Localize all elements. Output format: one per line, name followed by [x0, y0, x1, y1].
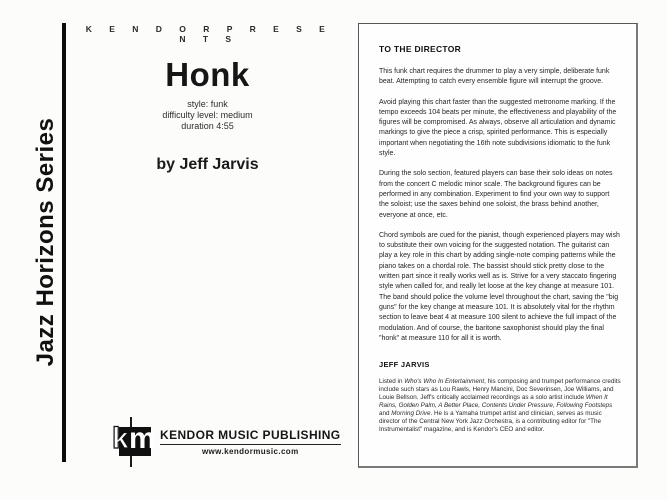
series-title-vertical: Jazz Horizons Series — [32, 117, 59, 367]
credit-style: style: funk — [187, 99, 228, 109]
composer-bio: Listed in Who's Who In Entertainment, his composing and trumpet performance credits include such stars as Lou Rawls, Henry Mancini, Doc Severinsen, Joe Williams, and Louie Bellson. Jeff's critically acclaimed recordings as a solo artist include When It Rains, Golden Palm, A Better Place, Contents Under Pressure, Following Footsteps and Morning Drive. He is a Yamaha trumpet artist and clinician, serves as music director of the Central New York Jazz Orchestra, is a contributing editor for "The Instrumentalist" magazine, and is Kendor's CEO and editor. — [379, 378, 621, 433]
director-paragraph: During the solo section, featured players can base their solo ideas on notes from the concert C melodic minor scale. The background figures can be performed in any combination. Experiment to find your own way to support the soloist; use the saxes behind one soloist, the brass behind another, everyone at once, etc. — [379, 170, 613, 219]
credit-duration: duration 4:55 — [181, 121, 234, 131]
piece-credits — [75, 99, 340, 132]
logo-letter-m: m — [129, 422, 156, 455]
director-paragraph: Avoid playing this chart faster than the suggested metronome marking. If the tempo exceeds 104 beats per minute, the effectiveness and playability of the figures will be compromised. As always, observe all articulation and dynamic markings to give the piece a crisp, spirited performance. This is especially important when negotiating the 16th note subdivisions idiomatic to the funk style. — [379, 98, 617, 158]
series-divider-bar — [62, 23, 66, 462]
publisher-presents-text: K E N D O R P R E S E N T S — [85, 24, 330, 44]
director-paragraph: This funk chart requires the drummer to play a very simple, deliberate funk beat. Attempting to catch every ensemble figure will interrupt the groove. — [379, 68, 610, 86]
publisher-text-block — [160, 416, 341, 456]
publisher-name: KENDOR MUSIC PUBLISHING — [160, 428, 341, 445]
kendor-km-logo — [112, 416, 156, 468]
publisher-footer — [112, 416, 341, 468]
credit-difficulty: difficulty level: medium — [162, 110, 253, 120]
director-notes-panel — [358, 23, 638, 468]
composer-byline: by Jeff Jarvis — [156, 156, 259, 173]
composer-bio-heading: JEFF JARVIS — [379, 360, 430, 370]
publisher-website: www.kendormusic.com — [201, 447, 299, 456]
logo-letter-k: k — [112, 422, 129, 455]
director-paragraph: Chord symbols are cued for the pianist, though experienced players may wish to substitute their own voicing for the suggested notation. The guitarist can play a key role in this chart by adding single-note comping patterns while the piano takes on a chordal role. The bassist should stick pretty close to the written part since it really works well as is. Strive for a very staccato fingering style when called for, and really let loose at the key change at measure 101. The band should police the volume level throughout the chart, saving the "big guns" for the key change at measure 101. It is absolutely vital for the rhythm section to leave beat 4 at measure 100 silent to achieve the full impact of the modulation. And of course, the baritone saxophonist should play the final "honk" at measure 110 for all it is worth. — [379, 231, 620, 342]
piece-title: Honk — [165, 56, 250, 93]
director-heading: TO THE DIRECTOR — [379, 44, 462, 54]
